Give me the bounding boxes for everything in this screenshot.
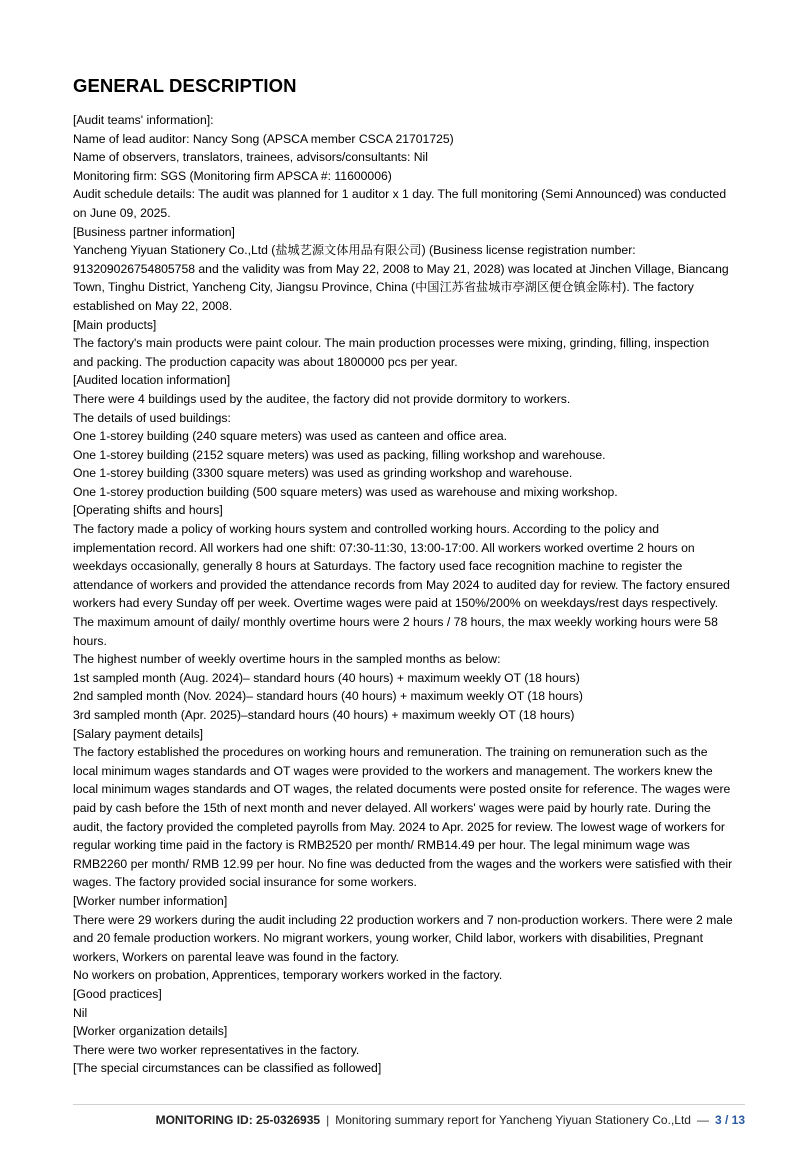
text-line: established on May 22, 2008. bbox=[73, 298, 233, 313]
page-footer bbox=[0, 1113, 745, 1127]
text-line: local minimum wages standards and OT wages, the related documents were posted onsite for reference. The wages were bbox=[73, 782, 731, 797]
text-line: The highest number of weekly overtime hours in the sampled months as below: bbox=[73, 652, 501, 667]
text-line: One 1-storey building (240 square meters) was used as canteen and office area. bbox=[73, 429, 508, 444]
text-line: One 1-storey building (3300 square meters) was used as grinding workshop and warehouse. bbox=[73, 466, 573, 481]
footer-divider bbox=[73, 1104, 745, 1105]
text-line: on June 09, 2025. bbox=[73, 205, 171, 220]
text-line: The factory's main products were paint colour. The main production processes were mixing, grinding, filling, inspection bbox=[73, 336, 710, 351]
text-line: [The special circumstances can be classified as followed] bbox=[73, 1061, 382, 1076]
text-line: hours. bbox=[73, 633, 107, 648]
description-body bbox=[73, 111, 753, 1078]
text-line: The factory made a policy of working hours system and controlled working hours. According to the policy and bbox=[73, 522, 659, 537]
text-line: The maximum amount of daily/ monthly overtime hours were 2 hours / 78 hours, the max weekly working hours were 58 bbox=[73, 615, 718, 630]
text-line: Name of observers, translators, trainees, advisors/consultants: Nil bbox=[73, 150, 428, 165]
text-line: local minimum wages standards and OT wages were provided to the workers and management. The workers knew the bbox=[73, 763, 713, 778]
text-line: implementation record. All workers had one shift: 07:30-11:30, 13:00-17:00. All workers worked overtime 2 hours on bbox=[73, 540, 695, 555]
text-line: [Audit teams' information]: bbox=[73, 113, 214, 127]
text-line: and 20 female production workers. No migrant workers, young worker, Child labor, workers with disabilities, Pregnant bbox=[73, 931, 703, 946]
text-line: workers, Workers on parental leave was found in the factory. bbox=[73, 949, 400, 964]
text-line: RMB2260 per month/ RMB 12.99 per hour. No fine was deducted from the wages and the workers were satisfied with their bbox=[73, 856, 733, 871]
text-line: One 1-storey building (2152 square meters) was used as packing, filling workshop and warehouse. bbox=[73, 447, 606, 462]
text-line: Monitoring firm: SGS (Monitoring firm APSCA #: 11600006) bbox=[73, 168, 392, 183]
text-line: wages. The factory provided social insurance for some workers. bbox=[73, 875, 417, 890]
text-line: Audit schedule details: The audit was planned for 1 auditor x 1 day. The full monitoring (Semi Announced) was conducted bbox=[73, 187, 727, 202]
text-line: paid by cash before the 15th of next month and never delayed. All workers' wages were paid by hourly rate. During the bbox=[73, 800, 711, 815]
text-line: 3rd sampled month (Apr. 2025)–standard hours (40 hours) + maximum weekly OT (18 hours) bbox=[73, 708, 575, 722]
text-line: weekdays occasionally, generally 8 hours at Saturdays. The factory used face recognition machine to register the bbox=[73, 559, 683, 574]
monitoring-id: MONITORING ID: 25-0326935 bbox=[155, 1113, 321, 1127]
text-line: [Worker organization details] bbox=[73, 1024, 228, 1039]
page-title: GENERAL DESCRIPTION bbox=[73, 75, 297, 96]
report-title: Monitoring summary report for Yancheng Yiyuan Stationery Co.,Ltd bbox=[335, 1113, 691, 1127]
page-number: 3 / 13 bbox=[714, 1113, 745, 1127]
text-line: Town, Tinghu District, Yancheng City, Jiangsu Province, China (中国江苏省盐城市亭湖区便仓镇金陈村). The factory bbox=[73, 280, 694, 295]
text-line: regular working time paid in the factory is RMB2520 per month/ RMB14.49 per hour. The legal minimum wage was bbox=[73, 838, 690, 853]
text-line: [Salary payment details] bbox=[73, 726, 204, 741]
text-line: No workers on probation, Apprentices, temporary workers worked in the factory. bbox=[73, 968, 503, 983]
text-line: [Audited location information] bbox=[73, 373, 231, 388]
text-line: 913209026754805758 and the validity was from May 22, 2008 to May 21, 2028) was located at Jinchen Village, Biancang bbox=[73, 261, 729, 276]
text-line: Name of lead auditor: Nancy Song (APSCA member CSCA 21701725) bbox=[73, 131, 454, 146]
text-line: There were 29 workers during the audit including 22 production workers and 7 non-production workers. There were 2 male bbox=[73, 912, 733, 927]
text-line: There were two worker representatives in the factory. bbox=[73, 1042, 360, 1057]
text-line: [Operating shifts and hours] bbox=[73, 503, 223, 518]
text-line: There were 4 buildings used by the auditee, the factory did not provide dormitory to workers. bbox=[73, 391, 571, 406]
text-line: [Good practices] bbox=[73, 986, 162, 1001]
text-line: attendance of workers and provided the attendance records from May 2024 to audited day for review. The factory ensured bbox=[73, 577, 730, 592]
text-line: 1st sampled month (Aug. 2024)– standard hours (40 hours) + maximum weekly OT (18 hours) bbox=[73, 670, 580, 685]
text-line: Nil bbox=[73, 1005, 88, 1020]
footer-dash: — bbox=[696, 1113, 709, 1127]
text-line: One 1-storey production building (500 square meters) was used as warehouse and mixing workshop. bbox=[73, 484, 618, 499]
text-line: Yancheng Yiyuan Stationery Co.,Ltd (盐城艺源文体用品有限公司) (Business license registration number: bbox=[73, 243, 636, 258]
text-line: 2nd sampled month (Nov. 2024)– standard hours (40 hours) + maximum weekly OT (18 hours) bbox=[73, 689, 583, 704]
text-line: [Worker number information] bbox=[73, 893, 228, 908]
text-line: workers had every Sunday off per week. Overtime wages were paid at 150%/200% on weekdays/rest days respectively. bbox=[73, 596, 719, 611]
footer-separator: | bbox=[326, 1113, 330, 1127]
text-line: The details of used buildings: bbox=[73, 410, 231, 425]
text-line: audit, the factory provided the completed payrolls from May. 2024 to Apr. 2025 for review. The lowest wage of workers for bbox=[73, 819, 725, 834]
text-line: [Business partner information] bbox=[73, 224, 235, 239]
text-line: The factory established the procedures on working hours and remuneration. The training on remuneration such as the bbox=[73, 745, 708, 760]
text-line: [Main products] bbox=[73, 317, 157, 332]
text-line: and packing. The production capacity was about 1800000 pcs per year. bbox=[73, 354, 458, 369]
